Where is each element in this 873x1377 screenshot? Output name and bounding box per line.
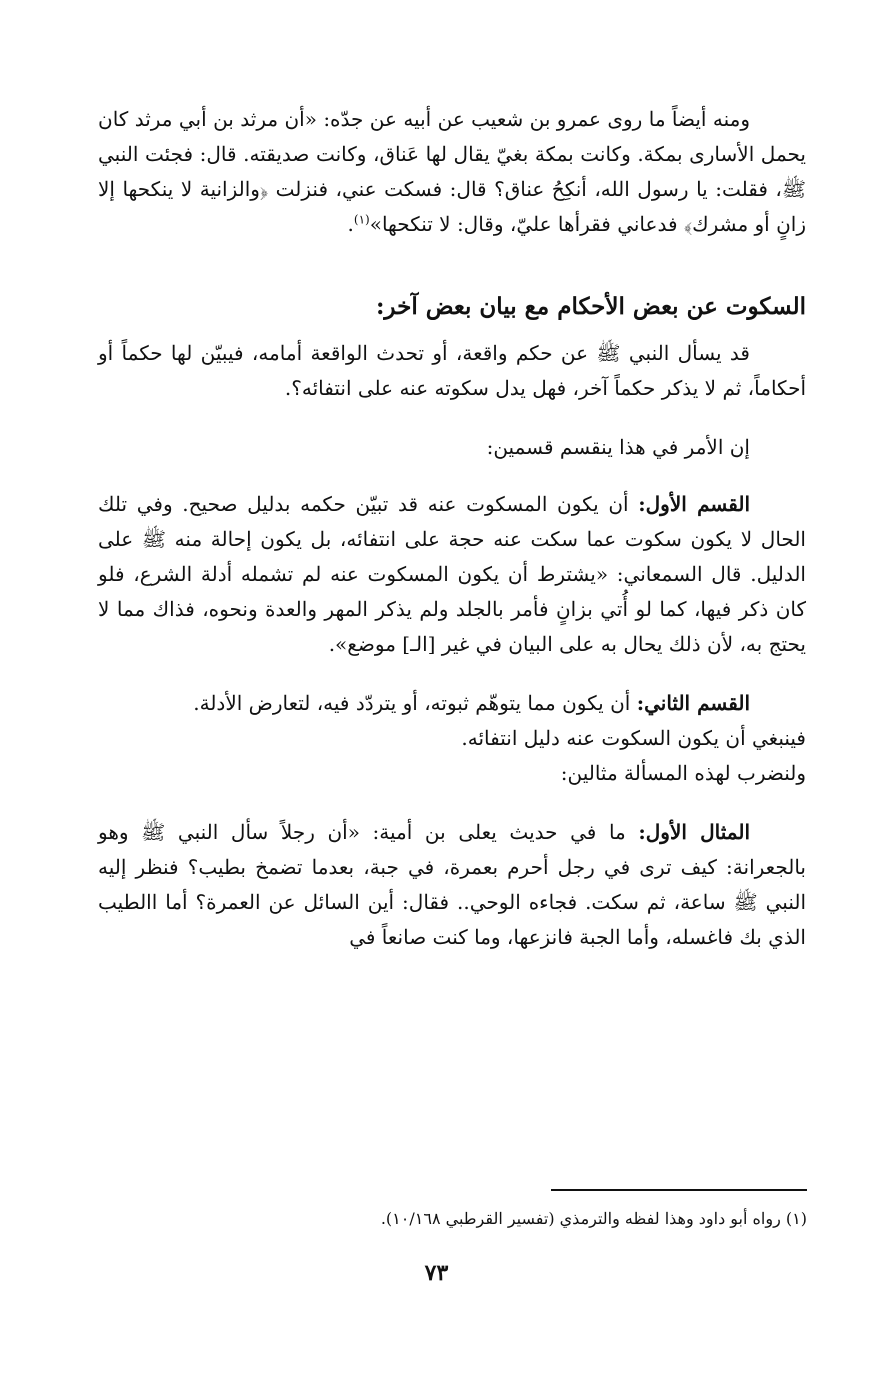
intro-end: . — [347, 212, 354, 236]
second-part-line-3: ولنضرب لهذه المسألة مثالين: — [560, 761, 806, 785]
page-body — [98, 102, 806, 955]
second-part-paragraph — [98, 686, 806, 721]
intro-text: ومنه أيضاً ما روى عمرو بن شعيب عن أبيه عن جدّه: «أن مرثد بن أبي مرثد كان يحمل الأسارى بمكة. وكانت بمكة بغيّ يقال لها عَناق، وكانت صديقته. قال: فجئت النبي ﷺ، فقلت: يا رسول الله، أنكِحُ عناق؟ قال: فسكت عني، فنزلت ﴿والزانية لا ينكحها إلا زانٍ أو مشرك﴾ فدعاني فقرأها عليّ، وقال: لا تنكحها» — [98, 107, 806, 236]
section-intro-text: قد يسأل النبي ﷺ عن حكم واقعة، أو تحدث الواقعة أمامه، فيبيّن لها حكماً أو أحكاماً، ثم لا يذكر حكماً آخر، فهل يدل سكوته عنه على انتفائه؟. — [98, 341, 806, 400]
page-number: ٧٣ — [424, 1260, 449, 1286]
intro-paragraph — [98, 102, 806, 242]
footnote-reference: (١) — [353, 212, 370, 227]
division-text: إن الأمر في هذا ينقسم قسمين: — [486, 435, 750, 459]
second-part-line-2: فينبغي أن يكون السكوت عنه دليل انتفائه. — [461, 726, 806, 750]
section-heading: السكوت عن بعض الأحكام مع بيان بعض آخر: — [375, 293, 806, 320]
division-paragraph — [98, 430, 806, 465]
first-example-text: ما في حديث يعلى بن أمية: «أن رجلاً سأل النبي ﷺ وهو بالجعرانة: كيف ترى في رجل أحرم بعمرة، في جبة، بعدما تضمخ بطيب؟ فنظر إليه النبي ﷺ ساعة، ثم سكت. فجاءه الوحي.. فقال: أين السائل عن العمرة؟ أما االطيب الذي بك فاغسله، وأما الجبة فانزعها، وما كنت صانعاً في — [98, 820, 806, 949]
first-part-paragraph — [98, 487, 806, 662]
first-example-label: المثال الأول: — [638, 820, 750, 844]
section-intro-paragraph — [98, 336, 806, 406]
second-part-text: أن يكون مما يتوهّم ثبوته، أو يتردّد فيه، لتعارض الأدلة. — [193, 691, 637, 715]
first-example-paragraph — [98, 815, 806, 955]
first-part-label: القسم الأول: — [638, 492, 750, 516]
footnote-separator — [551, 1189, 807, 1191]
first-part-text: أن يكون المسكوت عنه قد تبيّن حكمه بدليل صحيح. وفي تلك الحال لا يكون سكوت عما سكت عنه حجة على انتفائه، بل يكون إحالة منه ﷺ على الدليل. قال السمعاني: «يشترط أن يكون المسكوت عنه لم تشمله أدلة الشرع، فلو كان ذكر فيها، كما لو أُتي بزانٍ فأمر بالجلد ولم يذكر المهر والعدة ونحوه، فذاك مما لا يحتج به، لأن ذلك يحال به على البيان في غير [الـ] موضع». — [98, 492, 806, 656]
second-part-label: القسم الثاني: — [636, 691, 750, 715]
footnote: (١) رواه أبو داود وهذا لفظه والترمذي (تفسير القرطبي ١٠/١٦٨). — [380, 1209, 807, 1228]
